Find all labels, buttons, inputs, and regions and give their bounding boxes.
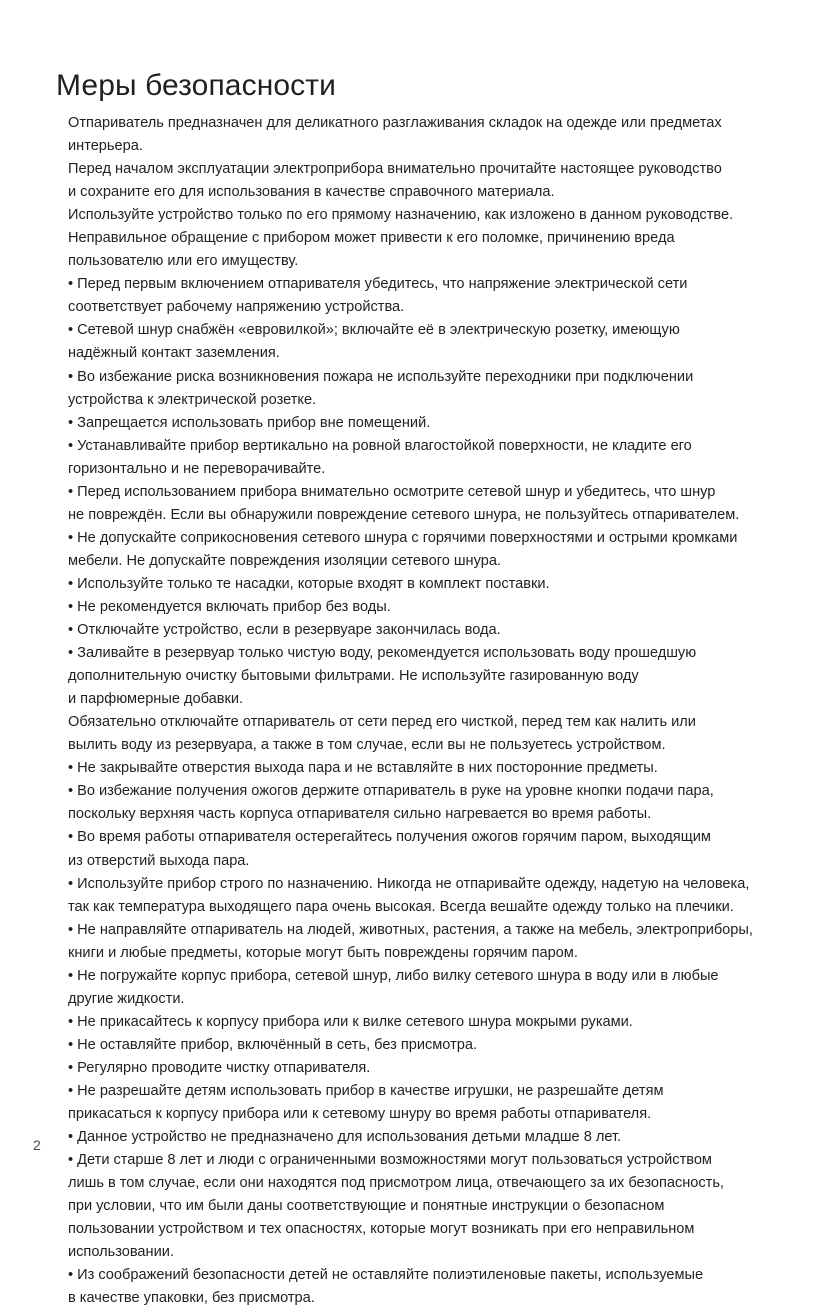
text-line: из отверстий выхода пара. [68, 852, 250, 869]
text-line: • Запрещается использовать прибор вне помещений. [68, 414, 431, 431]
text-line: соответствует рабочему напряжению устройства. [68, 299, 405, 316]
text-line: • Не направляйте отпариватель на людей, животных, растения, а также на мебель, электроприборы, [68, 921, 753, 938]
text-line: и сохраните его для использования в качестве справочного материала. [68, 184, 555, 201]
text-line: • Перед первым включением отпаривателя убедитесь, что напряжение электрической сети [68, 276, 688, 293]
text-line: пользователю или его имуществу. [68, 253, 299, 270]
text-line: • Используйте только те насадки, которые входят в комплект поставки. [68, 575, 550, 592]
text-line: лишь в том случае, если они находятся под присмотром лица, отвечающего за их безопасность, [68, 1175, 724, 1192]
text-line: • Во избежание риска возникновения пожара не используйте переходники при подключении [68, 368, 694, 385]
text-line: поскольку верхняя часть корпуса отпаривателя сильно нагревается во время работы. [68, 806, 652, 823]
safety-instructions-body [68, 112, 774, 1310]
text-line: Обязательно отключайте отпариватель от сети перед его чисткой, перед тем как налить или [68, 714, 696, 731]
text-line: • Отключайте устройство, если в резервуаре закончилась вода. [68, 622, 501, 639]
text-line: • Перед использованием прибора внимательно осмотрите сетевой шнур и убедитесь, что шнур [68, 483, 716, 500]
text-line: пользовании устройством и тех опасностях, которые могут возникать при его неправильном [68, 1221, 695, 1238]
text-line: • Не прикасайтесь к корпусу прибора или к вилке сетевого шнура мокрыми руками. [68, 1013, 633, 1030]
page-title: Меры безопасности [56, 69, 336, 103]
text-line: прикасаться к корпусу прибора или к сетевому шнуру во время работы отпаривателя. [68, 1106, 652, 1123]
text-line: Отпариватель предназначен для деликатного разглаживания складок на одежде или предметах [68, 115, 722, 131]
text-line: • Не рекомендуется включать прибор без воды. [68, 598, 391, 615]
text-line: • Заливайте в резервуар только чистую воду, рекомендуется использовать воду прошедшую [68, 645, 697, 662]
text-line: • Не оставляйте прибор, включённый в сеть, без присмотра. [68, 1036, 478, 1053]
text-line: • Во избежание получения ожогов держите отпариватель в руке на уровне кнопки подачи пара, [68, 783, 714, 800]
text-line: дополнительную очистку бытовыми фильтрами. Не используйте газированную воду [68, 668, 639, 685]
text-line: интерьера. [68, 138, 143, 155]
text-line: другие жидкости. [68, 990, 185, 1007]
text-line: • Данное устройство не предназначено для использования детьми младше 8 лет. [68, 1129, 622, 1146]
text-line: • Устанавливайте прибор вертикально на ровной влагостойкой поверхности, не кладите его [68, 437, 692, 454]
text-line: горизонтально и не переворачивайте. [68, 460, 326, 477]
text-line: • Не погружайте корпус прибора, сетевой шнур, либо вилку сетевого шнура в воду или в любые [68, 967, 719, 984]
text-line: и парфюмерные добавки. [68, 691, 244, 708]
text-line: книги и любые предметы, которые могут быть повреждены горячим паром. [68, 944, 578, 961]
text-line: • Сетевой шнур снабжён «евровилкой»; включайте её в электрическую розетку, имеющую [68, 322, 680, 339]
text-line: в качестве упаковки, без присмотра. [68, 1290, 315, 1307]
text-line: • Не закрывайте отверстия выхода пара и не вставляйте в них посторонние предметы. [68, 760, 658, 777]
text-line: Перед началом эксплуатации электроприбора внимательно прочитайте настоящее руководство [68, 161, 722, 178]
text-line: устройства к электрической розетке. [68, 391, 317, 408]
page-number: 2 [33, 1137, 41, 1153]
text-line: • Регулярно проводите чистку отпаривателя. [68, 1059, 371, 1076]
text-line: надёжный контакт заземления. [68, 345, 280, 362]
text-line: использовании. [68, 1244, 174, 1261]
text-line: мебели. Не допускайте повреждения изоляции сетевого шнура. [68, 552, 501, 569]
text-lines [68, 112, 774, 1310]
text-line: • Из соображений безопасности детей не оставляйте полиэтиленовые пакеты, используемые [68, 1267, 704, 1284]
text-line: • Не допускайте соприкосновения сетевого шнура с горячими поверхностями и острыми кромками [68, 529, 738, 546]
text-line: • Дети старше 8 лет и люди с ограниченными возможностями могут пользоваться устройством [68, 1152, 712, 1169]
text-line: • Используйте прибор строго по назначению. Никогда не отпаривайте одежду, надетую на человека, [68, 875, 750, 892]
text-line: Используйте устройство только по его прямому назначению, как изложено в данном руководстве. [68, 207, 734, 224]
text-line: • Во время работы отпаривателя остерегайтесь получения ожогов горячим паром, выходящим [68, 829, 711, 846]
text-line: не повреждён. Если вы обнаружили повреждение сетевого шнура, не пользуйтесь отпаривателем. [68, 506, 740, 523]
text-line: при условии, что им были даны соответствующие и понятные инструкции о безопасном [68, 1198, 665, 1215]
text-line: вылить воду из резервуара, а также в том случае, если вы не пользуетесь устройством. [68, 737, 666, 754]
text-line: Неправильное обращение с прибором может привести к его поломке, причинению вреда [68, 230, 675, 247]
text-line: так как температура выходящего пара очень высокая. Всегда вешайте одежду только на плечики. [68, 898, 734, 915]
text-line: • Не разрешайте детям использовать прибор в качестве игрушки, не разрешайте детям [68, 1082, 664, 1099]
